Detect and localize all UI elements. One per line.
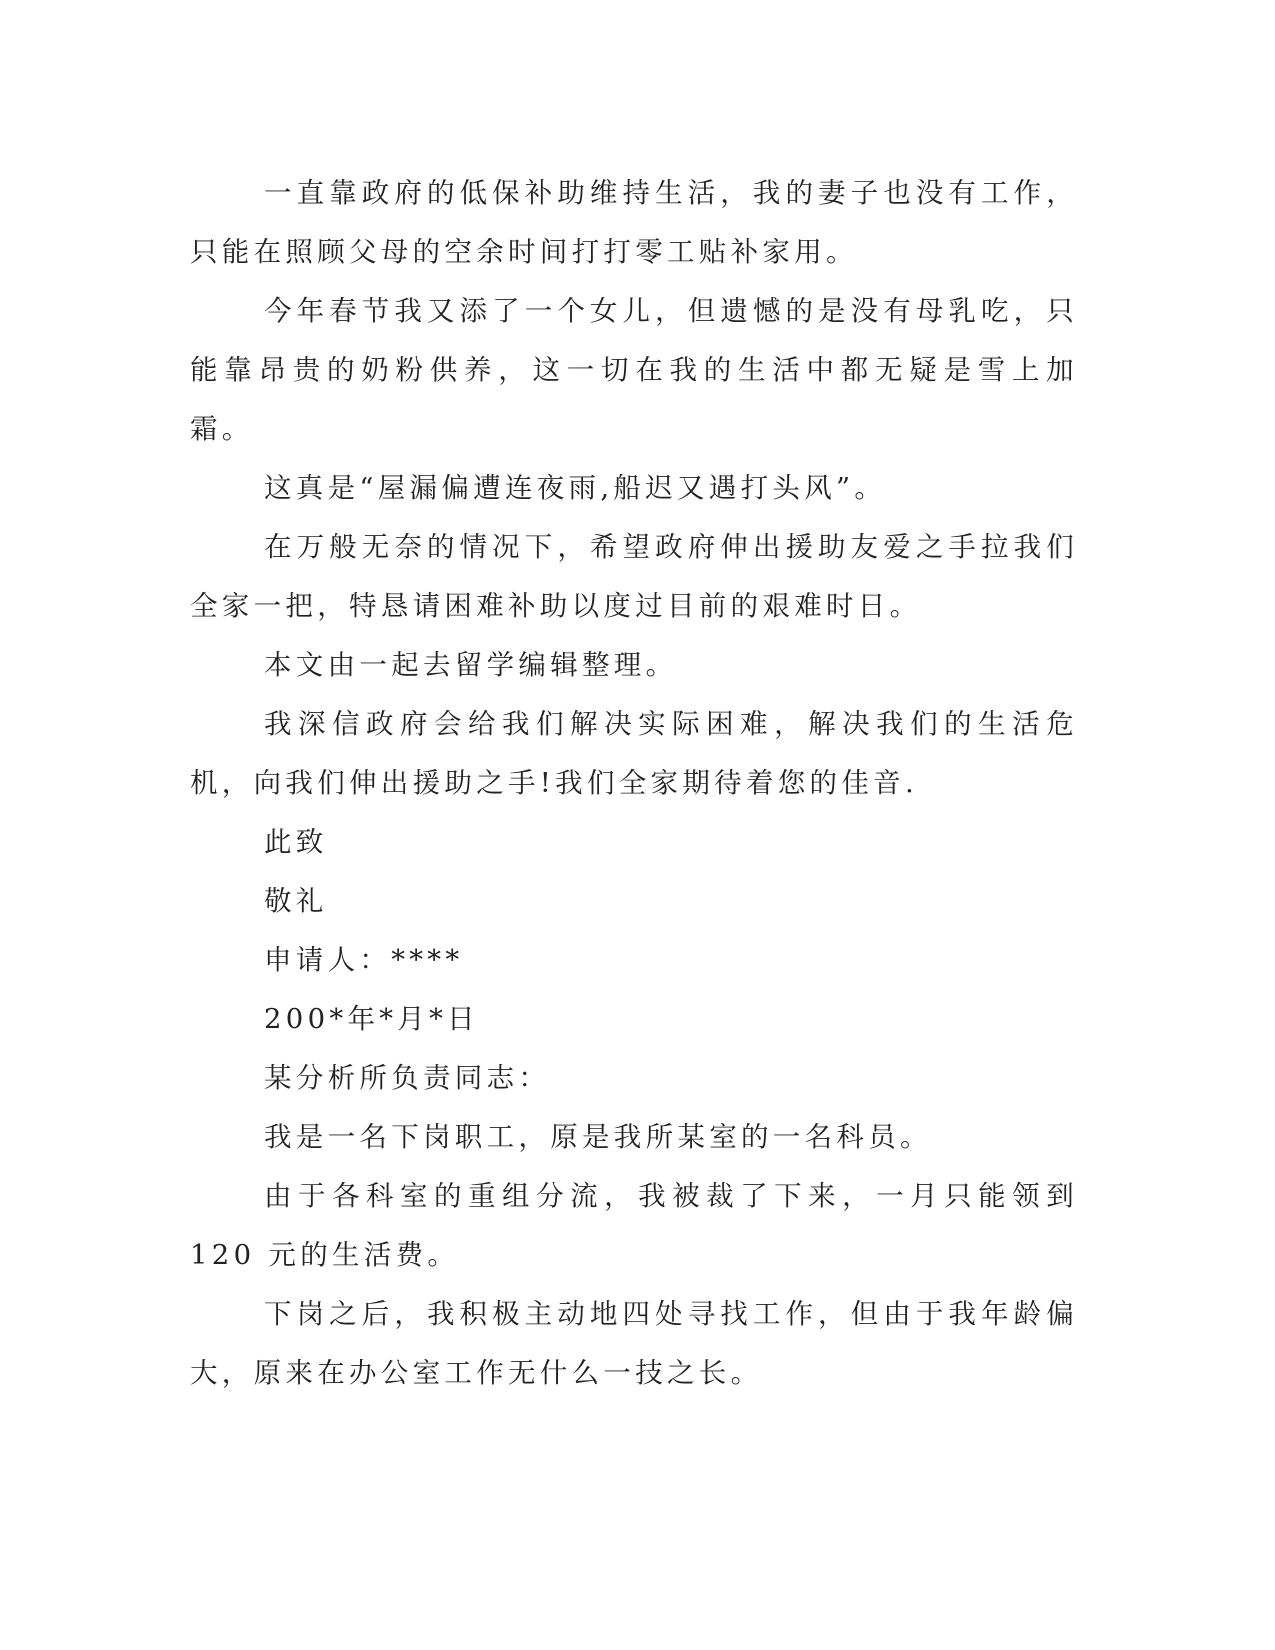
paragraph-low-allowance: 一直靠政府的低保补助维持生活，我的妻子也没有工作，只能在照顾父母的空余时间打打零工贴补家用。 [190,177,1078,268]
paragraph-editor-note: 本文由一起去留学编辑整理。 [264,649,678,681]
paragraph-layoff: 由于各科室的重组分流，我被裁了下来，一月只能领到 120 元的生活费。 [190,1180,1092,1271]
paragraph-job-search: 下岗之后，我积极主动地四处寻找工作，但由于我年龄偏大，原来在办公室工作无什么一技之长。 [190,1298,1078,1389]
paragraph-request: 在万般无奈的情况下，希望政府伸出援助友爱之手拉我们全家一把，特恳请困难补助以度过目前的艰难时日。 [190,531,1078,622]
recipient-greeting: 某分析所负责同志： [264,1062,551,1094]
paragraph-introduction: 我是一名下岗职工，原是我所某室的一名科员。 [264,1121,932,1153]
applicant-line: 申请人：**** [264,944,464,976]
closing-salutation: 此致 [264,826,328,858]
paragraph-trust: 我深信政府会给我们解决实际困难，解决我们的生活危机，向我们伸出援助之手!我们全家期待着您的佳音. [190,708,1078,799]
paragraph-new-daughter: 今年春节我又添了一个女儿，但遗憾的是没有母乳吃，只能靠昂贵的奶粉供养，这一切在我的生活中都无疑是雪上加霜。 [190,295,1078,445]
paragraph-proverb: 这真是“屋漏偏遭连夜雨,船迟又遇打头风”。 [264,472,887,504]
letter-body [190,164,1092,1403]
date-line: 200*年*月*日 [264,1003,479,1035]
closing-regards: 敬礼 [264,885,328,917]
